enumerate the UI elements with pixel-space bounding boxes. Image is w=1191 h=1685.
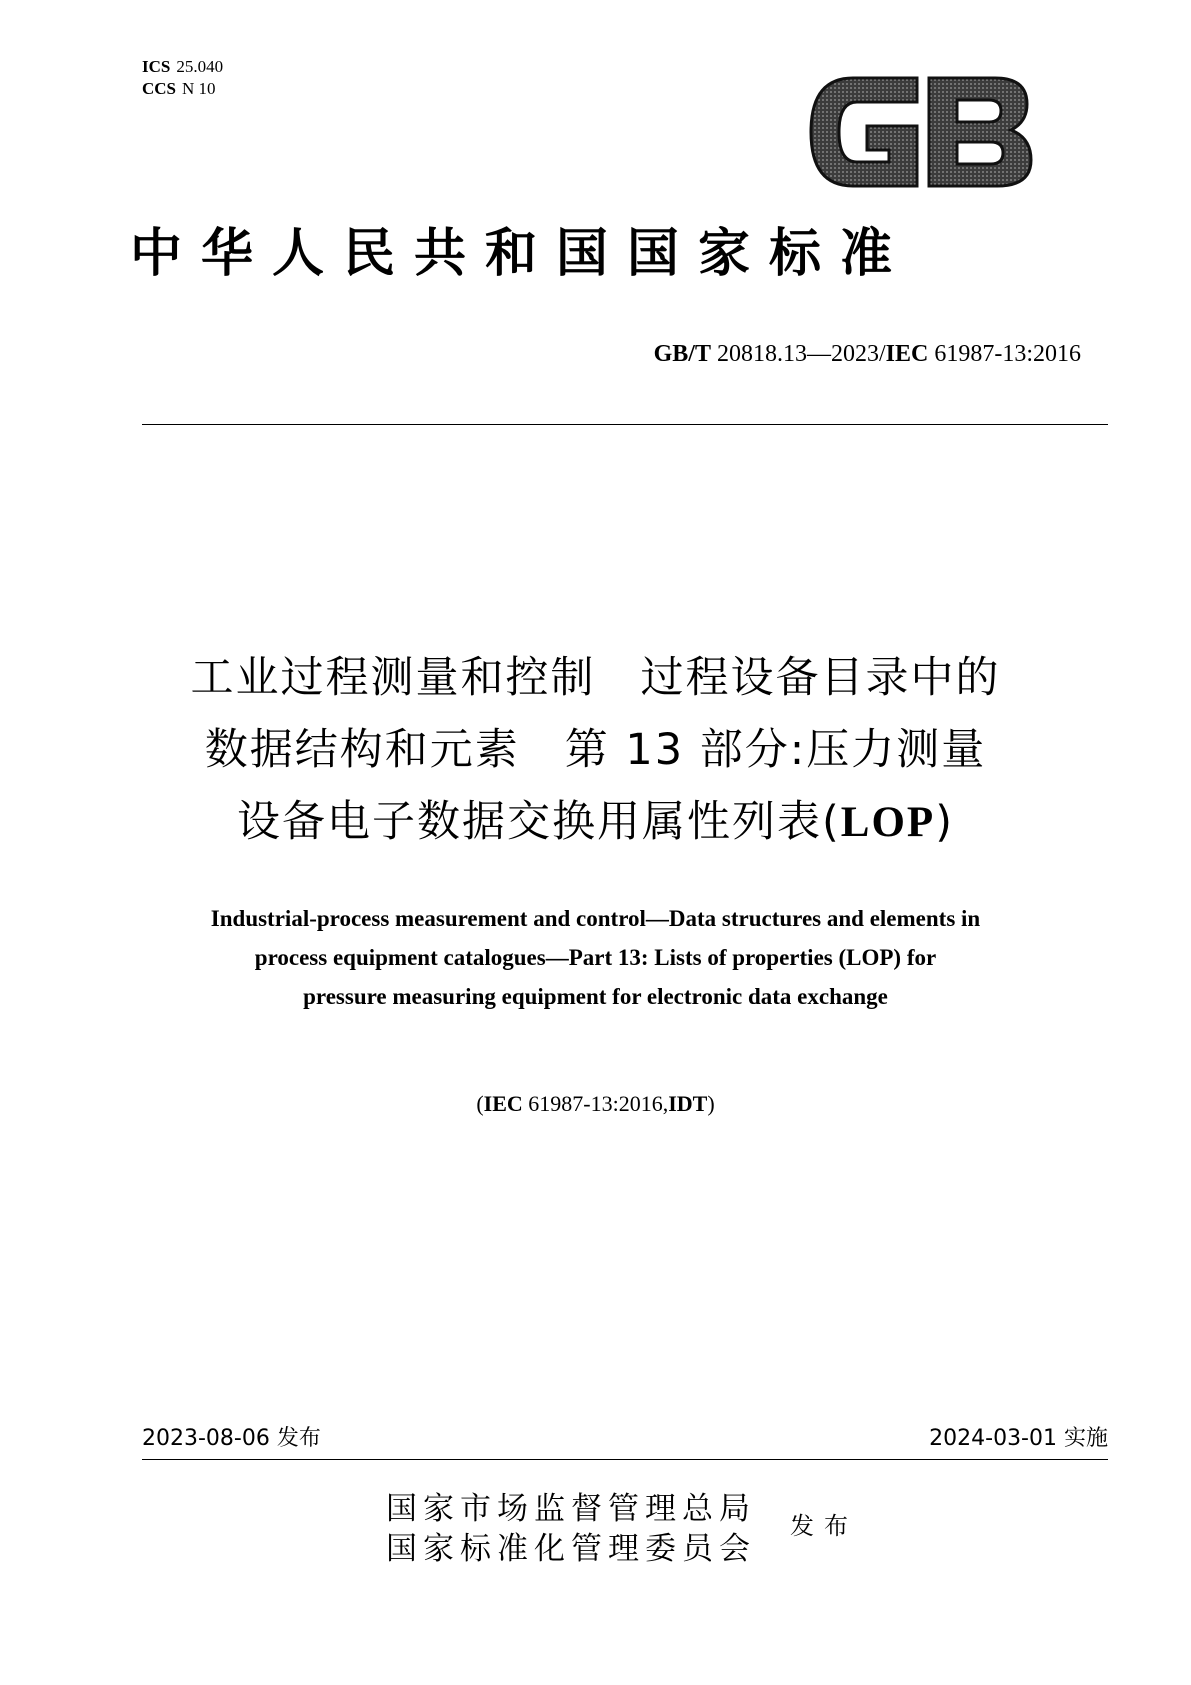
- publisher-org-2: 国家标准化管理委员会: [386, 1531, 756, 1567]
- chinese-title-line-3-text: 设备电子数据交换用属性列表(: [237, 797, 841, 847]
- iec-code: 61987-13:2016: [934, 341, 1081, 367]
- chinese-title-line-2: 数据结构和元素 第 13 部分:压力测量: [204, 725, 987, 775]
- bottom-divider: [142, 1459, 1108, 1460]
- implementation-date: 2024-03-01 实施: [929, 1426, 1108, 1451]
- standard-code: 20818.13—2023/: [716, 341, 886, 367]
- english-title-line-3: pressure measuring equipment for electronic data exchange: [303, 984, 888, 1009]
- chinese-title-abbr: LOP: [840, 799, 936, 846]
- chinese-title-line-1: 工业过程测量和控制 过程设备目录中的: [190, 653, 1001, 703]
- top-divider: [142, 424, 1108, 425]
- issue-date: 2023-08-06 发布: [142, 1426, 321, 1451]
- equivalence-statement: [90, 1090, 1101, 1118]
- ccs-label: CCS: [142, 79, 177, 98]
- equivalence-close: ): [707, 1091, 715, 1116]
- ics-value: 25.040: [176, 57, 224, 76]
- english-title-line-2: process equipment catalogues—Part 13: Lists of properties (LOP) for: [254, 945, 937, 970]
- ics-code: [142, 57, 223, 77]
- equivalence-open: (: [476, 1091, 484, 1116]
- ccs-code: [142, 79, 216, 99]
- standard-number: [654, 340, 1081, 368]
- english-title-line-1: Industrial-process measurement and control—Data structures and elements in: [210, 906, 981, 931]
- publisher-org-1: 国家市场监督管理总局: [386, 1491, 756, 1527]
- standard-prefix: GB/T: [653, 341, 711, 367]
- iec-label: IEC: [885, 341, 929, 367]
- equivalence-iec-label: IEC: [483, 1091, 523, 1116]
- chinese-title-line-3: [90, 796, 1101, 849]
- chinese-title-close: ): [935, 797, 954, 847]
- equivalence-degree: IDT: [668, 1091, 708, 1116]
- gb-logo-icon: [805, 70, 1035, 194]
- ccs-value: N 10: [182, 79, 216, 98]
- ics-label: ICS: [142, 57, 171, 76]
- national-standard-title: 中华人民共和国国家标准: [130, 223, 912, 284]
- equivalence-iec-number: 61987-13:2016,: [528, 1091, 669, 1116]
- publish-label: 发布: [790, 1512, 858, 1540]
